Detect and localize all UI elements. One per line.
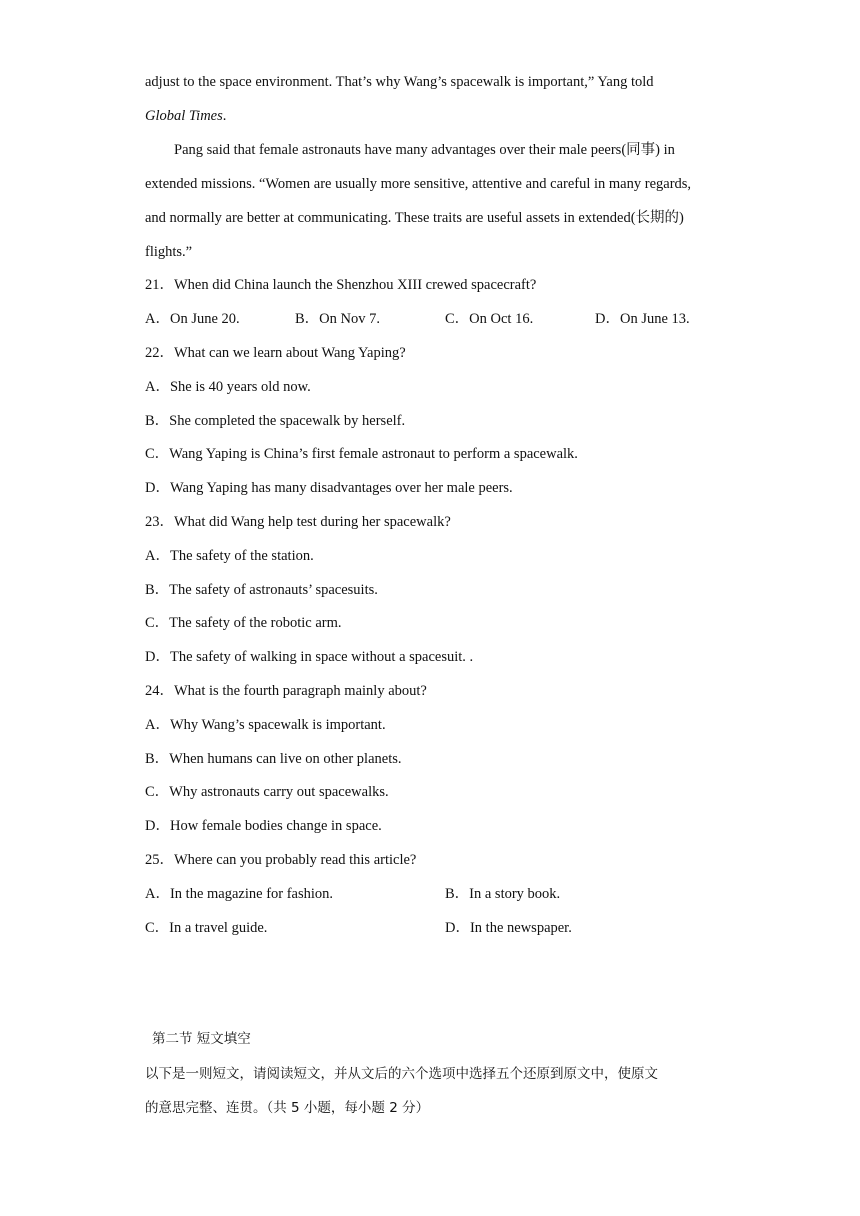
option-22-a: A．She is 40 years old now. bbox=[145, 379, 311, 395]
question-number: 25． bbox=[145, 852, 174, 868]
newspaper-name: Global Times bbox=[145, 108, 223, 124]
question-23 bbox=[145, 512, 451, 532]
question-22 bbox=[145, 343, 406, 363]
question-number: 24． bbox=[145, 683, 174, 699]
option-22-d: D．Wang Yaping has many disadvantages over her male peers. bbox=[145, 480, 513, 496]
passage-line: flights.” bbox=[145, 244, 193, 260]
option-25-d: D．In the newspaper. bbox=[445, 920, 572, 936]
option-24-c: C．Why astronauts carry out spacewalks. bbox=[145, 784, 389, 800]
question-number: 21． bbox=[145, 277, 174, 293]
question-21 bbox=[145, 275, 536, 295]
question-text: When did China launch the Shenzhou XIII crewed spacecraft? bbox=[174, 277, 537, 293]
option-23-b: B．The safety of astronauts’ spacesuits. bbox=[145, 582, 378, 598]
question-text: What can we learn about Wang Yaping? bbox=[174, 345, 406, 361]
option-23-a: A．The safety of the station. bbox=[145, 548, 314, 564]
option-24-a: A．Why Wang’s spacewalk is important. bbox=[145, 717, 386, 733]
option-25-c: C．In a travel guide. bbox=[145, 920, 268, 936]
question-25 bbox=[145, 850, 416, 870]
option-21-c: C．On Oct 16. bbox=[445, 311, 534, 327]
question-24 bbox=[145, 681, 427, 701]
section-instructions: 以下是一则短文，请阅读短文，并从文后的六个选项中选择五个还原到原文中，使原文 bbox=[145, 1066, 658, 1082]
question-text: Where can you probably read this article? bbox=[174, 852, 417, 868]
passage-line: Pang said that female astronauts have many advantages over their male peers(同事) in bbox=[174, 142, 675, 158]
option-23-d: D．The safety of walking in space without a spacesuit. . bbox=[145, 649, 474, 665]
question-text: What did Wang help test during her spacewalk? bbox=[174, 514, 451, 530]
question-number: 22． bbox=[145, 345, 174, 361]
option-25-b: B．In a story book. bbox=[445, 886, 561, 902]
section-instructions: 的意思完整、连贯。（共 5 小题，每小题 2 分） bbox=[145, 1100, 430, 1116]
passage-line: and normally are better at communicating. These traits are useful assets in extended(长期的) bbox=[145, 210, 684, 226]
passage-line: adjust to the space environment. That’s why Wang’s spacewalk is important,” Yang told bbox=[145, 74, 654, 90]
option-21-b: B．On Nov 7. bbox=[295, 311, 380, 327]
period: . bbox=[222, 108, 227, 124]
section-title: 第二节 短文填空 bbox=[152, 1031, 251, 1047]
option-22-b: B．She completed the spacewalk by herself. bbox=[145, 413, 406, 429]
option-23-c: C．The safety of the robotic arm. bbox=[145, 615, 342, 631]
option-21-a: A．On June 20. bbox=[145, 311, 240, 327]
option-25-a: A．In the magazine for fashion. bbox=[145, 886, 334, 902]
option-24-b: B．When humans can live on other planets. bbox=[145, 751, 402, 767]
option-21-d: D．On June 13. bbox=[595, 311, 690, 327]
option-22-c: C．Wang Yaping is China’s first female astronaut to perform a spacewalk. bbox=[145, 446, 578, 462]
passage-line: extended missions. “Women are usually more sensitive, attentive and careful in many regards, bbox=[145, 176, 692, 192]
option-24-d: D．How female bodies change in space. bbox=[145, 818, 382, 834]
passage-line bbox=[145, 106, 226, 126]
question-number: 23． bbox=[145, 514, 174, 530]
question-text: What is the fourth paragraph mainly about? bbox=[174, 683, 427, 699]
